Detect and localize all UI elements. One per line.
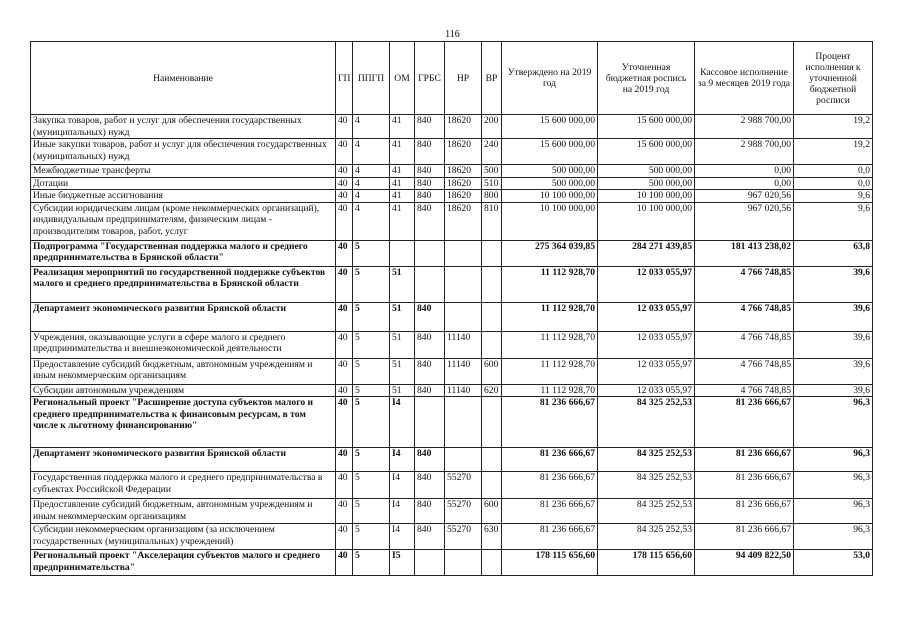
cell-percent: 96,3 xyxy=(794,397,873,448)
cell-vr: 620 xyxy=(482,384,502,397)
cell-om: 41 xyxy=(390,202,415,240)
cell-cash: 81 236 666,67 xyxy=(695,448,794,472)
cell-vr: 630 xyxy=(482,524,502,550)
cell-np: 55270 xyxy=(445,524,482,550)
cell-refined: 500 000,00 xyxy=(598,165,695,178)
cell-name: Учреждения, оказывающие услуги в сфере малого и среднего предпринимательства и внешнеэкономической деятельности xyxy=(31,331,336,358)
table-row xyxy=(31,397,873,448)
table-row xyxy=(31,165,873,178)
cell-grbs: 840 xyxy=(415,177,445,190)
cell-percent: 96,3 xyxy=(794,472,873,499)
table-row xyxy=(31,139,873,165)
cell-approved: 81 236 666,67 xyxy=(502,472,598,499)
cell-vr: 500 xyxy=(482,165,502,178)
cell-refined: 12 033 055,97 xyxy=(598,384,695,397)
table-row xyxy=(31,358,873,384)
cell-approved: 11 112 928,70 xyxy=(502,358,598,384)
cell-grbs: 840 xyxy=(415,202,445,240)
cell-ppgp: 5 xyxy=(353,499,390,524)
table-row xyxy=(31,331,873,358)
cell-percent: 53,0 xyxy=(794,550,873,576)
cell-np: 55270 xyxy=(445,472,482,499)
cell-om: 51 xyxy=(390,331,415,358)
cell-om: I4 xyxy=(390,448,415,472)
cell-vr xyxy=(482,472,502,499)
cell-om: I4 xyxy=(390,499,415,524)
cell-name: Предоставление субсидий бюджетным, автономным учреждениям и иным некоммерческим организациям xyxy=(31,358,336,384)
cell-grbs: 840 xyxy=(415,190,445,203)
cell-name: Департамент экономического развития Брянской области xyxy=(31,302,336,331)
cell-om: 41 xyxy=(390,165,415,178)
cell-approved: 81 236 666,67 xyxy=(502,524,598,550)
table-row xyxy=(31,499,873,524)
header-ppgp: ППГП xyxy=(353,42,390,115)
cell-vr: 200 xyxy=(482,115,502,139)
cell-gp: 40 xyxy=(336,448,353,472)
header-name: Наименование xyxy=(31,42,336,115)
cell-cash: 4 766 748,85 xyxy=(695,384,794,397)
cell-np: 18620 xyxy=(445,115,482,139)
table-row xyxy=(31,448,873,472)
cell-cash: 81 236 666,67 xyxy=(695,499,794,524)
cell-refined: 84 325 252,53 xyxy=(598,397,695,448)
cell-cash: 967 020,56 xyxy=(695,202,794,240)
cell-name: Иные бюджетные ассигнования xyxy=(31,190,336,203)
cell-grbs: 840 xyxy=(415,302,445,331)
cell-grbs: 840 xyxy=(415,448,445,472)
cell-ppgp: 5 xyxy=(353,397,390,448)
cell-name: Реализация мероприятий по государственной поддержке субъектов малого и среднего предпринимательства в Брянской области xyxy=(31,266,336,302)
cell-cash: 81 236 666,67 xyxy=(695,397,794,448)
cell-gp: 40 xyxy=(336,499,353,524)
cell-grbs: 840 xyxy=(415,331,445,358)
cell-gp: 40 xyxy=(336,358,353,384)
table-row xyxy=(31,384,873,397)
cell-cash: 4 766 748,85 xyxy=(695,266,794,302)
cell-grbs: 840 xyxy=(415,499,445,524)
cell-np xyxy=(445,550,482,576)
header-grbs: ГРБС xyxy=(415,42,445,115)
cell-ppgp: 5 xyxy=(353,331,390,358)
table-row xyxy=(31,202,873,240)
cell-percent: 9,6 xyxy=(794,190,873,203)
cell-name: Закупка товаров, работ и услуг для обеспечения государственных (муниципальных) нужд xyxy=(31,115,336,139)
cell-cash: 94 409 822,50 xyxy=(695,550,794,576)
cell-refined: 15 600 000,00 xyxy=(598,115,695,139)
cell-refined: 10 100 000,00 xyxy=(598,202,695,240)
cell-percent: 39,6 xyxy=(794,331,873,358)
cell-cash: 4 766 748,85 xyxy=(695,358,794,384)
cell-approved: 11 112 928,70 xyxy=(502,302,598,331)
cell-om: 41 xyxy=(390,115,415,139)
cell-gp: 40 xyxy=(336,524,353,550)
cell-ppgp: 5 xyxy=(353,302,390,331)
cell-refined: 84 325 252,53 xyxy=(598,472,695,499)
cell-gp: 40 xyxy=(336,202,353,240)
cell-vr: 240 xyxy=(482,139,502,165)
cell-np: 18620 xyxy=(445,177,482,190)
cell-om: I5 xyxy=(390,550,415,576)
cell-cash: 0,00 xyxy=(695,177,794,190)
cell-percent: 0,0 xyxy=(794,165,873,178)
cell-name: Государственная поддержка малого и среднего предпринимательства в субъектах Российской Федерации xyxy=(31,472,336,499)
cell-name: Подпрограмма "Государственная поддержка малого и среднего предпринимательства в Брянской области" xyxy=(31,240,336,266)
cell-approved: 11 112 928,70 xyxy=(502,384,598,397)
cell-name: Департамент экономического развития Брянской области xyxy=(31,448,336,472)
cell-gp: 40 xyxy=(336,190,353,203)
cell-percent: 0,0 xyxy=(794,177,873,190)
table-body xyxy=(31,115,873,576)
cell-ppgp: 5 xyxy=(353,550,390,576)
cell-refined: 12 033 055,97 xyxy=(598,302,695,331)
cell-gp: 40 xyxy=(336,472,353,499)
cell-om: 51 xyxy=(390,266,415,302)
cell-ppgp: 5 xyxy=(353,358,390,384)
cell-np: 18620 xyxy=(445,190,482,203)
cell-grbs xyxy=(415,397,445,448)
header-vr: ВР xyxy=(482,42,502,115)
cell-gp: 40 xyxy=(336,115,353,139)
cell-vr: 810 xyxy=(482,202,502,240)
cell-percent: 39,6 xyxy=(794,302,873,331)
cell-ppgp: 4 xyxy=(353,165,390,178)
cell-grbs: 840 xyxy=(415,115,445,139)
page-number: 116 xyxy=(445,29,460,40)
cell-cash: 4 766 748,85 xyxy=(695,331,794,358)
cell-gp: 40 xyxy=(336,331,353,358)
cell-refined: 84 325 252,53 xyxy=(598,448,695,472)
cell-approved: 10 100 000,00 xyxy=(502,202,598,240)
cell-name: Иные закупки товаров, работ и услуг для обеспечения государственных (муниципальных) нужд xyxy=(31,139,336,165)
cell-gp: 40 xyxy=(336,177,353,190)
cell-percent: 9,6 xyxy=(794,202,873,240)
cell-percent: 63,8 xyxy=(794,240,873,266)
cell-percent: 19,2 xyxy=(794,139,873,165)
cell-name: Дотации xyxy=(31,177,336,190)
cell-om: 41 xyxy=(390,190,415,203)
budget-table xyxy=(30,41,873,576)
cell-refined: 84 325 252,53 xyxy=(598,499,695,524)
cell-grbs xyxy=(415,550,445,576)
cell-refined: 10 100 000,00 xyxy=(598,190,695,203)
cell-np xyxy=(445,240,482,266)
cell-cash: 0,00 xyxy=(695,165,794,178)
cell-grbs: 840 xyxy=(415,139,445,165)
cell-percent: 19,2 xyxy=(794,115,873,139)
cell-om: 41 xyxy=(390,139,415,165)
cell-vr xyxy=(482,397,502,448)
cell-ppgp: 4 xyxy=(353,177,390,190)
cell-ppgp: 4 xyxy=(353,190,390,203)
cell-percent: 39,6 xyxy=(794,266,873,302)
cell-name: Субсидии юридическим лицам (кроме некоммерческих организаций), индивидуальным предпринимателям, физическим лицам - производителям товаров, работ, услуг xyxy=(31,202,336,240)
cell-cash: 81 236 666,67 xyxy=(695,524,794,550)
cell-ppgp: 5 xyxy=(353,524,390,550)
cell-refined: 500 000,00 xyxy=(598,177,695,190)
cell-name: Предоставление субсидий бюджетным, автономным учреждениям и иным некоммерческим организациям xyxy=(31,499,336,524)
cell-om: 41 xyxy=(390,177,415,190)
table-row xyxy=(31,190,873,203)
header-percent: Процент исполнения к уточненной бюджетной росписи xyxy=(794,42,873,115)
cell-approved: 81 236 666,67 xyxy=(502,499,598,524)
cell-name: Субсидии некоммерческим организациям (за исключением государственных (муниципальных) учреждений) xyxy=(31,524,336,550)
cell-np: 55270 xyxy=(445,499,482,524)
cell-cash: 4 766 748,85 xyxy=(695,302,794,331)
cell-approved: 11 112 928,70 xyxy=(502,266,598,302)
header-cash: Кассовое исполнение за 9 месяцев 2019 года xyxy=(695,42,794,115)
cell-approved: 81 236 666,67 xyxy=(502,448,598,472)
cell-grbs: 840 xyxy=(415,165,445,178)
cell-ppgp: 5 xyxy=(353,266,390,302)
cell-np: 18620 xyxy=(445,139,482,165)
cell-approved: 11 112 928,70 xyxy=(502,331,598,358)
cell-np xyxy=(445,397,482,448)
cell-om: 51 xyxy=(390,384,415,397)
cell-approved: 500 000,00 xyxy=(502,177,598,190)
cell-vr xyxy=(482,302,502,331)
cell-refined: 15 600 000,00 xyxy=(598,139,695,165)
cell-cash: 81 236 666,67 xyxy=(695,472,794,499)
cell-grbs: 840 xyxy=(415,384,445,397)
cell-om: I4 xyxy=(390,524,415,550)
cell-cash: 967 020,56 xyxy=(695,190,794,203)
cell-vr: 800 xyxy=(482,190,502,203)
cell-gp: 40 xyxy=(336,240,353,266)
table-row xyxy=(31,524,873,550)
cell-approved: 275 364 039,85 xyxy=(502,240,598,266)
cell-refined: 12 033 055,97 xyxy=(598,358,695,384)
cell-np: 18620 xyxy=(445,165,482,178)
table-row xyxy=(31,240,873,266)
cell-gp: 40 xyxy=(336,550,353,576)
cell-ppgp: 5 xyxy=(353,472,390,499)
cell-approved: 15 600 000,00 xyxy=(502,139,598,165)
cell-vr xyxy=(482,331,502,358)
cell-ppgp: 5 xyxy=(353,448,390,472)
cell-np: 11140 xyxy=(445,384,482,397)
cell-grbs xyxy=(415,240,445,266)
cell-np: 18620 xyxy=(445,202,482,240)
header-refined: Уточненная бюджетная роспись на 2019 год xyxy=(598,42,695,115)
table-row xyxy=(31,472,873,499)
cell-approved: 500 000,00 xyxy=(502,165,598,178)
cell-ppgp: 4 xyxy=(353,115,390,139)
table-row xyxy=(31,550,873,576)
cell-name: Региональный проект "Акселерация субъектов малого и среднего предпринимательства" xyxy=(31,550,336,576)
cell-refined: 84 325 252,53 xyxy=(598,524,695,550)
cell-om: 51 xyxy=(390,302,415,331)
cell-vr: 600 xyxy=(482,358,502,384)
cell-cash: 2 988 700,00 xyxy=(695,115,794,139)
header-np: НР xyxy=(445,42,482,115)
cell-gp: 40 xyxy=(336,165,353,178)
cell-refined: 12 033 055,97 xyxy=(598,331,695,358)
cell-grbs: 840 xyxy=(415,358,445,384)
cell-approved: 10 100 000,00 xyxy=(502,190,598,203)
cell-cash: 181 413 238,02 xyxy=(695,240,794,266)
header-approved: Утверждено на 2019 год xyxy=(502,42,598,115)
cell-ppgp: 4 xyxy=(353,202,390,240)
table-row xyxy=(31,177,873,190)
cell-percent: 39,6 xyxy=(794,384,873,397)
cell-grbs: 840 xyxy=(415,472,445,499)
cell-percent: 96,3 xyxy=(794,448,873,472)
header-om: ОМ xyxy=(390,42,415,115)
cell-name: Межбюджетные трансферты xyxy=(31,165,336,178)
cell-gp: 40 xyxy=(336,397,353,448)
table-row xyxy=(31,115,873,139)
cell-refined: 12 033 055,97 xyxy=(598,266,695,302)
header-gp: ГП xyxy=(336,42,353,115)
cell-vr xyxy=(482,448,502,472)
cell-vr xyxy=(482,240,502,266)
cell-gp: 40 xyxy=(336,266,353,302)
cell-gp: 40 xyxy=(336,384,353,397)
cell-np xyxy=(445,448,482,472)
cell-percent: 96,3 xyxy=(794,524,873,550)
cell-om: I4 xyxy=(390,397,415,448)
cell-name: Региональный проект "Расширение доступа субъектов малого и среднего предпринимательства к финансовым ресурсам, в том числе к льготному финансированию" xyxy=(31,397,336,448)
cell-ppgp: 5 xyxy=(353,240,390,266)
cell-om: I4 xyxy=(390,472,415,499)
cell-om xyxy=(390,240,415,266)
cell-approved: 178 115 656,60 xyxy=(502,550,598,576)
table-row xyxy=(31,266,873,302)
header-row xyxy=(31,42,873,115)
cell-gp: 40 xyxy=(336,139,353,165)
cell-vr xyxy=(482,266,502,302)
cell-vr: 600 xyxy=(482,499,502,524)
cell-cash: 2 988 700,00 xyxy=(695,139,794,165)
cell-om: 51 xyxy=(390,358,415,384)
cell-refined: 284 271 439,85 xyxy=(598,240,695,266)
cell-np xyxy=(445,266,482,302)
cell-refined: 178 115 656,60 xyxy=(598,550,695,576)
cell-percent: 39,6 xyxy=(794,358,873,384)
table-row xyxy=(31,302,873,331)
cell-ppgp: 4 xyxy=(353,139,390,165)
cell-np: 11140 xyxy=(445,331,482,358)
cell-vr: 510 xyxy=(482,177,502,190)
cell-gp: 40 xyxy=(336,302,353,331)
cell-vr xyxy=(482,550,502,576)
cell-np xyxy=(445,302,482,331)
cell-grbs xyxy=(415,266,445,302)
cell-approved: 15 600 000,00 xyxy=(502,115,598,139)
cell-grbs: 840 xyxy=(415,524,445,550)
cell-ppgp: 5 xyxy=(353,384,390,397)
cell-approved: 81 236 666,67 xyxy=(502,397,598,448)
cell-np: 11140 xyxy=(445,358,482,384)
cell-name: Субсидии автономным учреждениям xyxy=(31,384,336,397)
cell-percent: 96,3 xyxy=(794,499,873,524)
